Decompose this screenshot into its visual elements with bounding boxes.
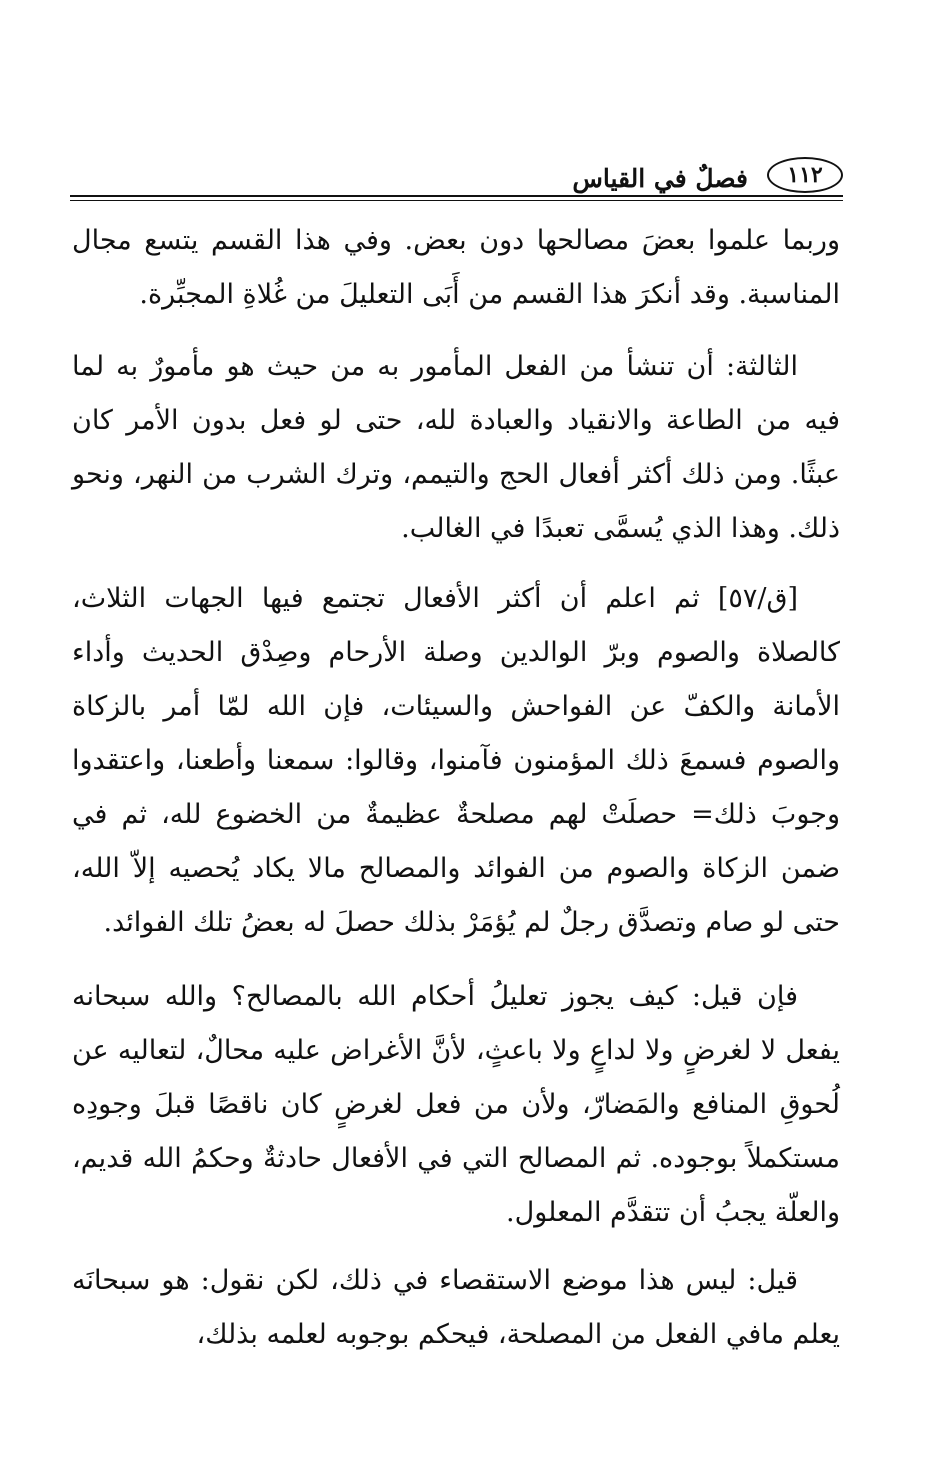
body-text [72, 214, 840, 1372]
paragraph-3: [ق/٥٧] ثم اعلم أن أكثر الأفعال تجتمع فيها الجهات الثلاث، كالصلاة والصوم وبرّ الوالدين وصلة الأرحام وصِدْق الحديث وأداء الأمانة والكفّ عن الفواحش والسيئات، فإن الله لمّا أمر بالزكاة والصوم فسمعَ ذلك المؤمنون فآمنوا، وقالوا: سمعنا وأطعنا، واعتقدوا وجوبَ ذلك= حصلَتْ لهم مصلحةٌ عظيمةٌ من الخضوع لله، ثم في ضمن الزكاة والصوم من الفوائد والمصالح مالا يكاد يُحصيه إلاّ الله، حتى لو صام وتصدَّق رجلٌ لم يُؤمَرْ بذلك حصلَ له بعضُ تلك الفوائد. [72, 583, 840, 938]
chapter-title: فصلٌ في القياس [572, 164, 748, 193]
page-number-badge [767, 157, 843, 193]
paragraph-5: قيل: ليس هذا موضع الاستقصاء في ذلك، لكن نقول: هو سبحانَه يعلم مافي الفعل من المصلحة، فيحكم بوجوبه لعلمه بذلك، [72, 1265, 840, 1350]
header-rule-thick [70, 195, 843, 197]
header-rule-thin [70, 200, 843, 201]
paragraph-4: فإن قيل: كيف يجوز تعليلُ أحكام الله بالمصالح؟ والله سبحانه يفعل لا لغرضٍ ولا لداعٍ ولا باعثٍ، لأنَّ الأغراض عليه محالٌ، لتعاليه عن لُحوقِ المنافع والمَضارّ، ولأن من فعل لغرضٍ كان ناقصًا قبلَ وجودِه مستكملاً بوجوده. ثم المصالح التي في الأفعال حادثةٌ وحكمُ الله قديم، والعلّة يجبُ أن تتقدَّم المعلول. [72, 981, 840, 1228]
running-header [70, 162, 843, 195]
paragraph-1: وربما علموا بعضَ مصالحها دون بعض. وفي هذا القسم يتسع مجال المناسبة. وقد أنكرَ هذا القسم من أَبَى التعليلَ من غُلاةِ المجبِّرة. [72, 225, 840, 310]
page-number: ١١٢ [787, 162, 823, 188]
paragraph-2: الثالثة: أن تنشأ من الفعل المأمور به من حيث هو مأمورٌ به لما فيه من الطاعة والانقياد والعبادة لله، حتى لو فعل بدون الأمر كان عبثًا. ومن ذلك أكثر أفعال الحج والتيمم، وترك الشرب من النهر، ونحو ذلك. وهذا الذي يُسمَّى تعبدًا في الغالب. [72, 351, 840, 544]
